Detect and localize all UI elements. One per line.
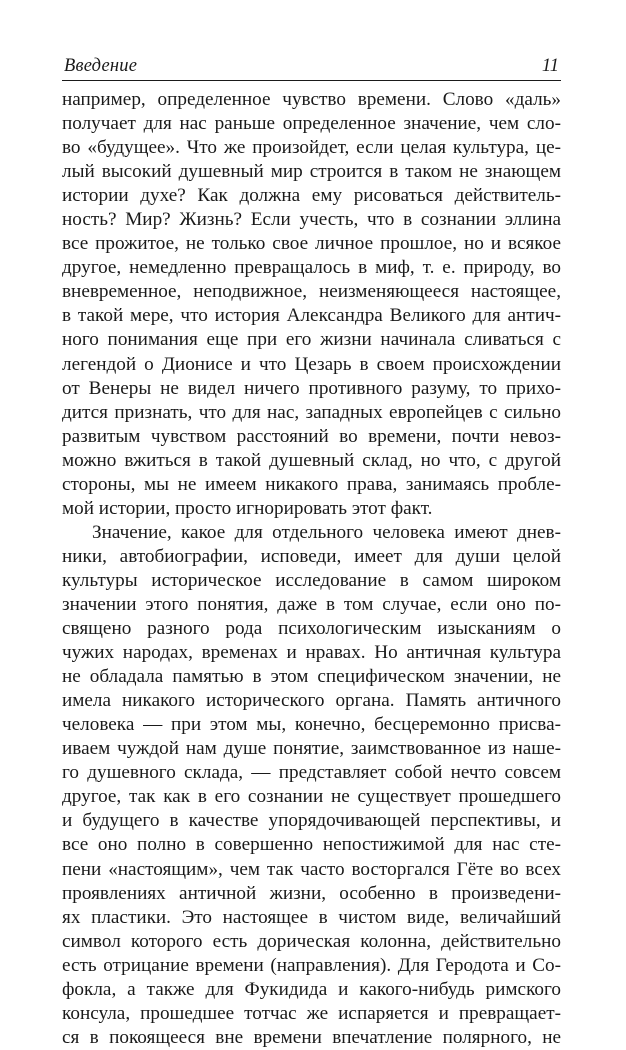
text-line: и будущего в качестве упорядочивающей перспективы, и — [62, 810, 561, 832]
text-line: легендой о Дионисе и что Цезарь в своем происхождении — [62, 353, 561, 375]
text-line: в такой мере, что история Александра Великого для антич- — [62, 305, 561, 327]
text-line: го душевного склада, — представляет собой нечто совсем — [62, 762, 561, 784]
text-line: Значение, какое для отдельного человека имеют днев- — [92, 521, 561, 543]
text-line: есть отрицание времени (направления). Для Геродота и Со- — [62, 954, 561, 976]
text-line: все прожитое, не только свое личное прошлое, но и всякое — [62, 233, 561, 255]
text-line: другое, немедленно превращалось в миф, т. е. природу, во — [62, 257, 561, 279]
text-line: человека — при этом мы, конечно, бесцеремонно присва- — [62, 714, 561, 736]
text-line: ность? Мир? Жизнь? Если учесть, что в сознании эллина — [62, 209, 561, 231]
text-line: истории духе? Как должна ему рисоваться действитель- — [62, 185, 561, 207]
text-line: имела никакого исторического органа. Память античного — [62, 690, 561, 712]
text-line: ях пластики. Это настоящее в чистом виде, величайший — [62, 906, 561, 928]
text-line: чужих народах, временах и нравах. Но античная культура — [62, 642, 561, 664]
text-line: проявлениях античной жизни, особенно в произведени- — [62, 882, 561, 904]
text-line: получает для нас раньше определенное значение, чем сло- — [62, 113, 561, 135]
text-line: от Венеры не видел ничего противного разуму, то прихо- — [62, 377, 561, 399]
section-title: Введение — [64, 56, 138, 76]
text-line: ного понимания еще при его жизни начинала сливаться с — [62, 329, 561, 351]
text-line: иваем чуждой нам душе понятие, заимствованное из наше- — [62, 738, 561, 760]
text-line: культуры историческое исследование в самом широком — [62, 569, 561, 591]
text-line: например, определенное чувство времени. Слово «даль» — [62, 89, 561, 110]
text-line: пени «настоящим», чем так часто восторгался Гёте во всех — [62, 858, 561, 880]
text-line: фокла, а также для Фукидида и какого-нибудь римского — [62, 978, 561, 1000]
text-line: лый высокий душевный мир строится в таком не знающем — [62, 161, 561, 183]
text-line: значении этого понятия, даже в том случае, если оно по- — [62, 593, 561, 615]
body-text — [62, 88, 561, 1050]
text-line: священо разного рода психологическим изысканиям о — [62, 618, 561, 640]
text-line: мой истории, просто игнорировать этот факт. — [62, 497, 433, 519]
text-line: другое, так как в его сознании не существует прошедшего — [62, 786, 561, 808]
text-line: дится признать, что для нас, западных европейцев с сильно — [62, 401, 561, 423]
running-head — [62, 54, 561, 81]
text-line: во «будущее». Что же произойдет, если целая культура, це- — [62, 137, 561, 159]
text-line: ники, автобиографии, исповеди, имеет для души целой — [62, 545, 561, 567]
text-line: можно вжиться в такой душевный склад, но что, с другой — [62, 449, 561, 471]
text-line: консула, прошедшее тотчас же испаряется и превращает- — [62, 1002, 561, 1024]
text-line: вневременное, неподвижное, неизменяющееся настоящее, — [62, 281, 561, 303]
page-number: 11 — [541, 56, 559, 76]
text-line: не обладала памятью в этом специфическом значении, не — [62, 666, 561, 688]
text-line: символ которого есть дорическая колонна, действительно — [62, 930, 561, 952]
text-line: все оно полно в совершенно непостижимой для нас сте- — [62, 834, 561, 856]
text-line: ся в покоящееся вне времени впечатление полярного, не — [62, 1026, 561, 1048]
text-line: развитым чувством расстояний во времени, почти невоз- — [62, 425, 561, 447]
paragraph-1 — [62, 88, 561, 521]
text-line: стороны, мы не имеем никакого права, занимаясь пробле- — [62, 473, 561, 495]
paragraph-2 — [62, 521, 561, 1050]
